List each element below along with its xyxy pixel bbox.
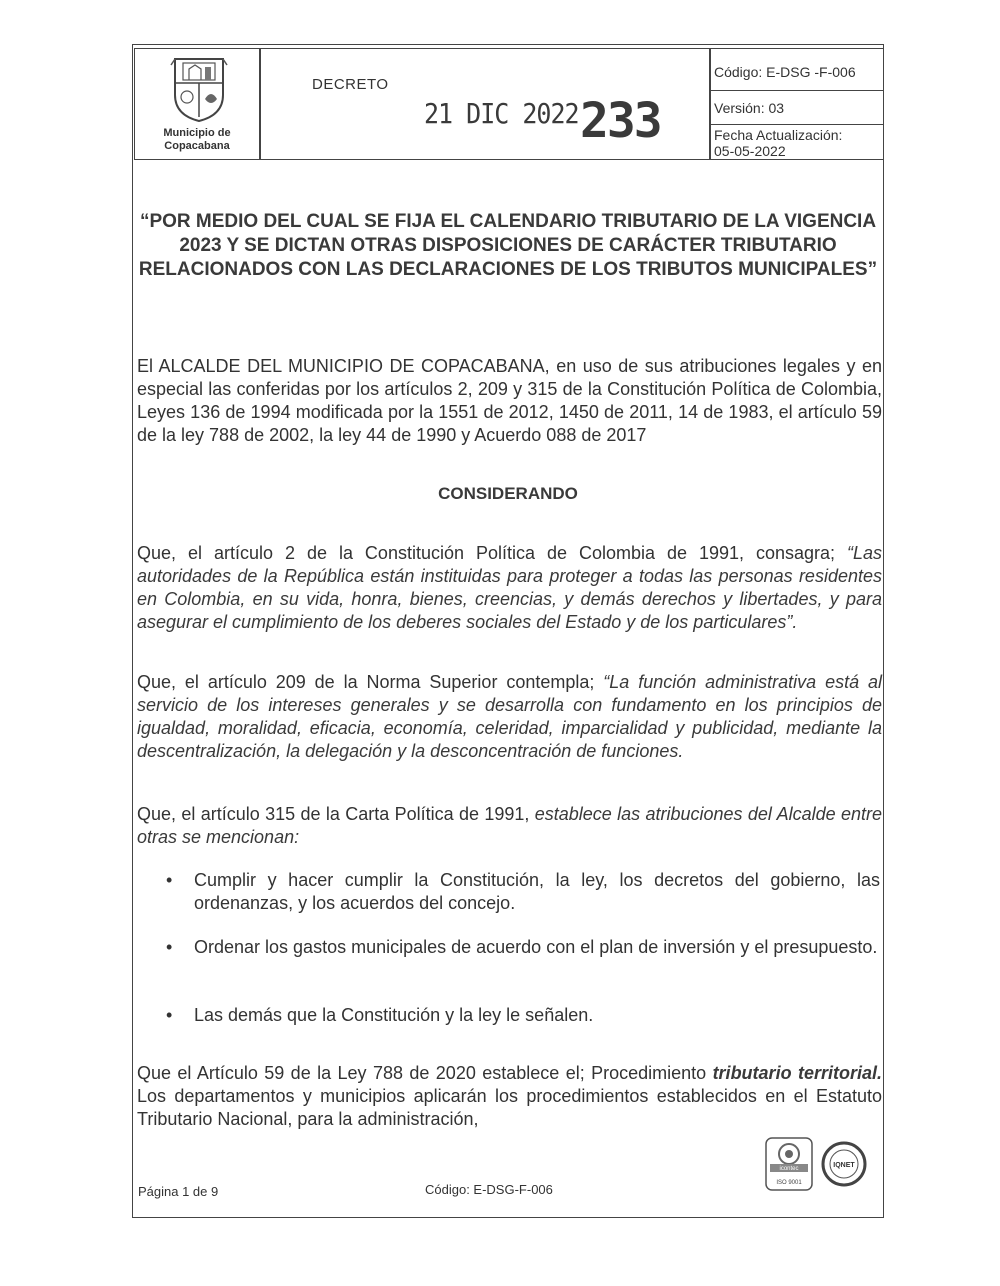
paragraph-article-209-quote: “La función administrativa está al servicio de los intereses generales y se desarrolla con fundamento en los principios de igualdad, moralidad, eficacia, economía, celeridad, imparcialidad y publicidad, mediante la descentralización, la delegación y la desconcentración de funciones. bbox=[137, 672, 882, 761]
decree-title: “POR MEDIO DEL CUAL SE FIJA EL CALENDARIO TRIBUTARIO DE LA VIGENCIA 2023 Y SE DICTAN OTRAS DISPOSICIONES DE CARÁCTER TRIBUTARIO RELACIONADOS CON LAS DECLARACIONES DE LOS TRIBUTOS MUNICIPALES” bbox=[138, 211, 878, 280]
paragraph-article-59 bbox=[137, 1062, 882, 1131]
coat-of-arms-icon bbox=[169, 55, 229, 123]
iqnet-label: IQNET bbox=[833, 1162, 855, 1169]
paragraph-article-59-rest: Los departamentos y municipios aplicarán los procedimientos establecidos en el Estatuto Tributario Nacional, para la administración, bbox=[137, 1086, 882, 1129]
codigo-text: Código: E-DSG -F-006 bbox=[714, 64, 856, 80]
considerando-heading: CONSIDERANDO bbox=[438, 484, 578, 503]
icontec-certification-icon bbox=[764, 1136, 814, 1192]
bullet-icon: • bbox=[166, 870, 173, 890]
paragraph-article-209 bbox=[137, 671, 882, 763]
list-item-text: Cumplir y hacer cumplir la Constitución, la ley, los decretos del gobierno, las ordenanzas, y los acuerdos del concejo. bbox=[194, 870, 880, 913]
icontec-label: icontec bbox=[779, 1166, 799, 1172]
intro-paragraph: El ALCALDE DEL MUNICIPIO DE COPACABANA, en uso de sus atribuciones legales y en especial las conferidas por los artículos 2, 209 y 315 de la Constitución Política de Colombia, Leyes 136 de 1994 modificada por la 1551 de 2012, 1450 de 2011, 14 de 1983, el artículo 59 de la ley 788 de 2002, la ley 44 de 1990 y Acuerdo 088 de 2017 bbox=[137, 356, 882, 445]
bullet-icon: • bbox=[166, 937, 173, 957]
fecha-value: 05-05-2022 bbox=[714, 143, 786, 159]
paragraph-article-59-emphasis: tributario territorial. bbox=[712, 1063, 882, 1083]
stamp-date: 21 DIC 2022 bbox=[424, 97, 579, 130]
paragraph-article-315-text: Que, el artículo 315 de la Carta Política de 1991, bbox=[137, 804, 535, 824]
document-control-cell bbox=[710, 48, 884, 160]
paragraph-article-2 bbox=[137, 542, 882, 634]
version-row bbox=[711, 91, 883, 125]
version-text: Versión: 03 bbox=[714, 100, 785, 116]
codigo-row bbox=[711, 49, 883, 91]
stamp-number: 233 bbox=[580, 93, 661, 149]
list-item-text: Ordenar los gastos municipales de acuerdo con el plan de inversión y el presupuesto. bbox=[194, 937, 878, 957]
fecha-row bbox=[711, 125, 883, 161]
paragraph-article-209-text: Que, el artículo 209 de la Norma Superior contempla; bbox=[137, 672, 604, 692]
paragraph-article-2-text: Que, el artículo 2 de la Constitución Política de Colombia de 1991, consagra; bbox=[137, 543, 847, 563]
decreto-label: DECRETO bbox=[312, 76, 389, 93]
municipality-name-line2: Copacabana bbox=[164, 140, 230, 152]
iqnet-certification-icon bbox=[820, 1140, 868, 1188]
municipality-name-line1: Municipio de bbox=[163, 127, 231, 139]
page-number: Página 1 de 9 bbox=[138, 1184, 219, 1199]
footer-code: Código: E-DSG-F-006 bbox=[425, 1182, 553, 1197]
list-item-text: Las demás que la Constitución y la ley le señalen. bbox=[194, 1005, 594, 1025]
logo-cell bbox=[134, 48, 260, 160]
paragraph-article-2-quote: “Las autoridades de la República están instituidas para proteger a todas las personas residentes en Colombia, en su vida, honra, bienes, creencias, y demás derechos y libertades, y para asegurar el cumplimiento de los deberes sociales del Estado y de los particulares”. bbox=[137, 543, 882, 632]
paragraph-article-315 bbox=[137, 803, 882, 849]
paragraph-article-315-quote: establece las atribuciones del Alcalde entre otras se mencionan: bbox=[137, 804, 882, 847]
paragraph-article-59-text: Que el Artículo 59 de la Ley 788 de 2020 establece el; Procedimiento bbox=[137, 1063, 713, 1083]
iso-label: ISO 9001 bbox=[776, 1180, 802, 1186]
bullet-icon: • bbox=[166, 1005, 173, 1025]
fecha-label: Fecha Actualización: bbox=[714, 127, 843, 143]
